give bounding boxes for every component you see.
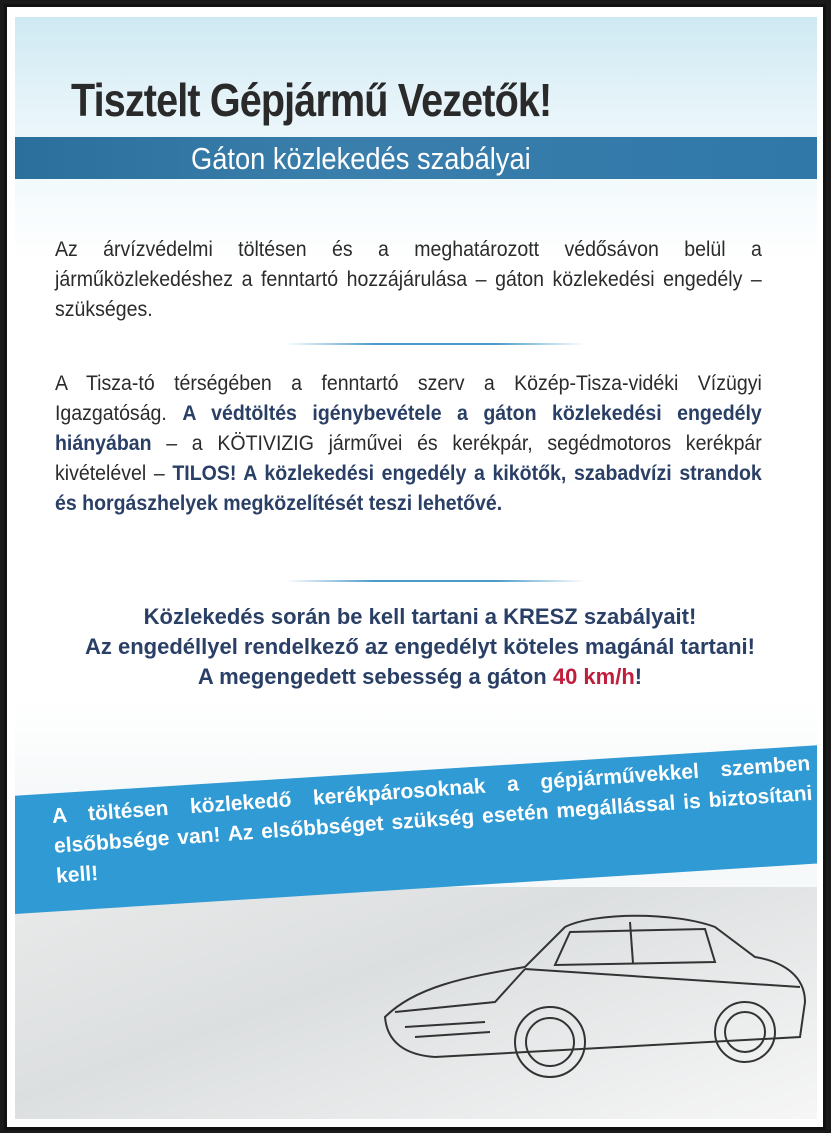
page-frame — [4, 4, 826, 1130]
car-illustration — [375, 887, 815, 1087]
rules-block — [15, 602, 817, 692]
speed-limit: 40 km/h — [552, 664, 635, 689]
speed-rule-text: A megengedett sebesség a gáton — [197, 664, 553, 689]
page-subtitle: Gáton közlekedés szabályai — [191, 141, 531, 176]
body-bold-text: A védtöltés igénybevétele a gáton közlekedési engedély hiányában — [55, 402, 762, 455]
cyclist-banner-text: A töltésen közlekedő kerékpárosoknak a gépjárművekkel szemben elsőbbsége van! Az elsőbbséget szükség esetén megállással is biztosítani kell! — [51, 751, 814, 888]
body-text: – a KÖTIVIZIG járművei és kerékpár, segédmotoros kerékpár kivételével – — [55, 432, 762, 485]
body-bold-text: TILOS! A közlekedési engedély a kikötők, szabadvízi strandok és horgászhelyek megközelítését teszi lehetővé. — [55, 462, 762, 515]
rule-line — [15, 662, 817, 692]
speed-rule-text: ! — [634, 664, 643, 689]
intro-paragraph: Az árvízvédelmi töltésen és a meghatározott védősávon belül a járműközlekedéshez a fenntartó hozzájárulása – gáton közlekedési engedély – szükséges. — [55, 238, 762, 321]
divider — [285, 580, 585, 582]
divider — [285, 343, 585, 345]
rule-line: Közlekedés során be kell tartani a KRESZ szabályait! — [143, 604, 697, 629]
body-text: A Tisza-tó térségében a fenntartó szerv a Közép-Tisza-vidéki Vízügyi Igazgatóság. — [55, 372, 762, 425]
body-paragraph — [55, 369, 762, 519]
page-title: Tisztelt Gépjármű Vezetők! — [71, 74, 552, 126]
rule-line: Az engedéllyel rendelkező az engedélyt köteles magánál tartani! — [84, 634, 755, 659]
notice-poster — [15, 17, 817, 1119]
